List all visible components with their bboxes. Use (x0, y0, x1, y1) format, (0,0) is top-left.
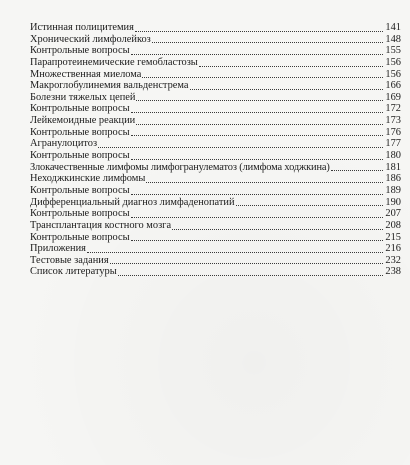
table-of-contents (30, 22, 401, 278)
toc-entry-page: 173 (385, 115, 401, 127)
toc-entry (30, 69, 401, 81)
toc-entry-page: 155 (385, 45, 401, 57)
toc-entry-page: 156 (385, 68, 401, 80)
toc-entry-title: Парапротеинемические гемобластозы (30, 56, 198, 68)
toc-entry-page: 176 (385, 126, 401, 138)
toc-entry (30, 80, 401, 92)
toc-entry-page: 169 (385, 91, 401, 103)
toc-entry (30, 45, 401, 57)
toc-entry-page: 232 (385, 254, 401, 266)
toc-entry-title: Контрольные вопросы (30, 231, 130, 243)
toc-entry (30, 232, 401, 244)
dot-leader (236, 205, 383, 206)
toc-entry-title: Контрольные вопросы (30, 208, 130, 220)
toc-entry (30, 127, 401, 139)
toc-entry-page: 172 (385, 103, 401, 115)
dot-leader (172, 229, 383, 230)
dot-leader (131, 240, 383, 241)
toc-entry-page: 208 (385, 219, 401, 231)
toc-entry-page: 207 (385, 208, 401, 220)
dot-leader (131, 112, 383, 113)
dot-leader (190, 89, 383, 90)
toc-entry (30, 22, 401, 34)
dot-leader (199, 66, 383, 67)
toc-entry (30, 103, 401, 115)
toc-entry (30, 162, 401, 174)
toc-entry-page: 189 (385, 184, 401, 196)
dot-leader (131, 194, 383, 195)
dot-leader (135, 31, 383, 32)
dot-leader (118, 275, 383, 276)
toc-entry-page: 148 (385, 33, 401, 45)
toc-entry-title: Истинная полицитемия (30, 22, 134, 33)
toc-entry-title: Лейкемоидные реакции (30, 115, 136, 127)
toc-entry-page: 215 (385, 231, 401, 243)
toc-entry-page: 181 (385, 161, 401, 173)
toc-entry (30, 150, 401, 162)
toc-entry-title: Макроглобулинемия вальденстрема (30, 80, 189, 92)
toc-entry-title: Неходжкинские лимфомы (30, 173, 146, 185)
toc-entry (30, 92, 401, 104)
dot-leader (136, 100, 383, 101)
dot-leader (87, 252, 383, 253)
toc-entry-title: Болезни тяжелых цепей (30, 91, 136, 103)
toc-entry-title: Контрольные вопросы (30, 45, 130, 57)
toc-entry-title: Тестовые задания (30, 254, 109, 266)
toc-entry-title: Хронический лимфолейкоз (30, 33, 151, 45)
dot-leader (110, 263, 383, 264)
toc-entry (30, 185, 401, 197)
toc-entry-title: Контрольные вопросы (30, 126, 130, 138)
toc-entry (30, 220, 401, 232)
toc-entry-title: Злокачественные лимфомы лимфогранулематоз (лимфома ходжкина) (30, 161, 330, 173)
dot-leader (131, 54, 383, 55)
toc-entry-page: 190 (385, 196, 401, 208)
toc-entry-page: 238 (385, 266, 401, 278)
toc-entry-title: Приложения (30, 243, 86, 255)
toc-entry-title: Контрольные вопросы (30, 150, 130, 162)
dot-leader (131, 159, 383, 160)
dot-leader (131, 135, 383, 136)
toc-entry-page: 156 (385, 56, 401, 68)
toc-entry-page: 216 (385, 243, 401, 255)
dot-leader (152, 42, 383, 43)
toc-entry (30, 57, 401, 69)
toc-entry (30, 34, 401, 46)
toc-entry (30, 266, 401, 278)
toc-entry-title: Список литературы (30, 266, 117, 278)
toc-entry (30, 197, 401, 209)
toc-entry (30, 138, 401, 150)
dot-leader (98, 147, 383, 148)
toc-entry-title: Трансплантация костного мозга (30, 219, 172, 231)
dot-leader (331, 170, 383, 171)
toc-entry-title: Множественная миелома (30, 68, 142, 80)
toc-entry-title: Агранулоцитоз (30, 138, 98, 150)
toc-entry (30, 208, 401, 220)
dot-leader (146, 182, 383, 183)
toc-entry-page: 177 (385, 138, 401, 150)
toc-entry-page: 141 (385, 22, 401, 33)
toc-entry-page: 166 (385, 80, 401, 92)
toc-entry (30, 243, 401, 255)
dot-leader (142, 77, 383, 78)
toc-entry-title: Контрольные вопросы (30, 184, 130, 196)
dot-leader (131, 217, 383, 218)
toc-entry-title: Дифференциальный диагноз лимфаденопатий (30, 196, 235, 208)
toc-entry (30, 255, 401, 267)
toc-entry-page: 186 (385, 173, 401, 185)
toc-entry-page: 180 (385, 150, 401, 162)
toc-entry-title: Контрольные вопросы (30, 103, 130, 115)
dot-leader (136, 124, 383, 125)
toc-entry (30, 173, 401, 185)
toc-entry (30, 115, 401, 127)
